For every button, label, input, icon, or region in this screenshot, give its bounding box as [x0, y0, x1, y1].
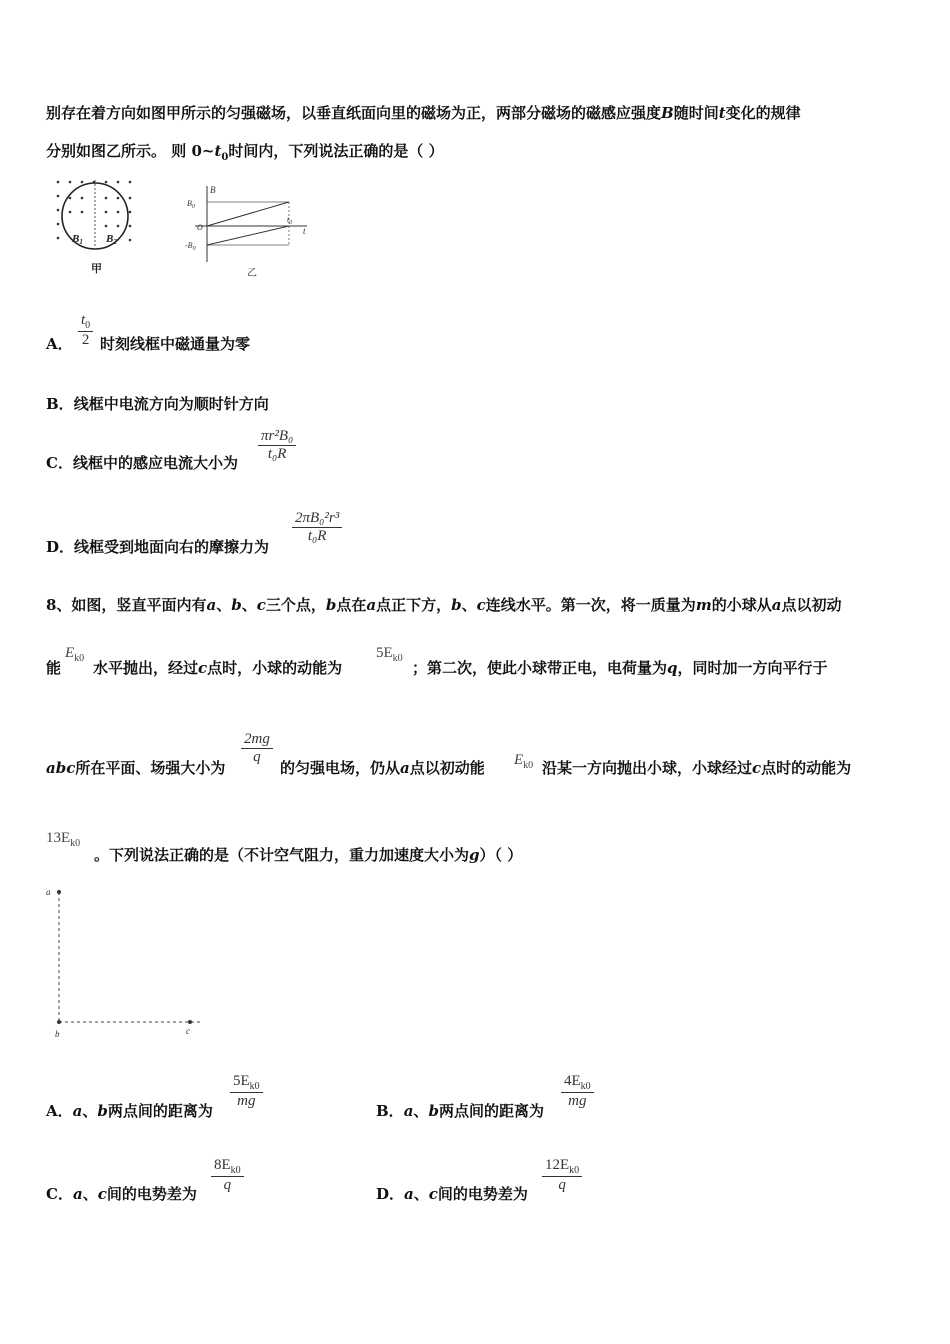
q8-line-2-c — [412, 657, 828, 678]
q8-option-d — [376, 1183, 528, 1204]
yi-b0-label: $B_0$ — [187, 199, 195, 210]
q8-line-3-b — [280, 757, 485, 778]
intro-text-1-end: 变化的规律 — [725, 104, 801, 122]
yi-caption: 乙 — [247, 268, 257, 279]
q7-a-letter: A． — [46, 335, 73, 353]
q8-l2-5ek0: $5E_{k0}$ — [376, 645, 403, 664]
q8-l4-13ek0: $13E_{k0}$ — [46, 830, 81, 849]
jia-b2-label: B2 — [106, 233, 117, 246]
label-a: a — [46, 887, 51, 897]
q8-l2-c2: 点时，小球的动能为 — [207, 659, 343, 677]
q8-l1-var-c: c — [256, 596, 266, 614]
jia-b1-label: B1 — [72, 233, 83, 246]
q7-d-text: 线框受到地面向右的摩擦力为 — [74, 538, 270, 556]
q8-l1-var-c2: c — [476, 596, 486, 614]
q8-option-c — [46, 1183, 197, 1204]
q8-l3-frac-num: 2mg — [244, 731, 270, 747]
yi-origin: O — [197, 223, 203, 232]
q8-l1-mid2: 点在 — [336, 596, 367, 614]
intro-text-2a: 分别如图乙所示。 则 0~ — [46, 142, 215, 160]
q8-c-p1: a — [72, 1185, 83, 1203]
figure-jia — [50, 176, 140, 276]
q8-a-p2: b — [97, 1102, 108, 1120]
q8-l4-a: 。下列说法正确的是（不计空气阻力，重力加速度大小为 — [94, 846, 470, 864]
q7-a-frac-num: t — [81, 312, 86, 328]
q8-l2-ek0: $E_{k0}$ — [65, 645, 85, 664]
q7-b-text: 线框中电流方向为顺时针方向 — [73, 395, 269, 413]
yi-neg-b0-label: $-B_0$ — [185, 241, 196, 252]
q8-d-p2: c — [428, 1185, 438, 1203]
q8-l3-ek0: $E_{k0}$ — [514, 752, 534, 771]
q8-option-b — [376, 1100, 544, 1121]
q8-l1-mid5: 的小球从 — [711, 596, 772, 614]
jia-caption: 甲 — [91, 263, 102, 275]
q7-option-b — [46, 393, 269, 414]
q8-a-sep: 、 — [82, 1102, 98, 1120]
yi-t0-label: $t_0$ — [287, 215, 293, 226]
q8-b-p2: b — [428, 1102, 439, 1120]
q8-line-1 — [46, 594, 841, 615]
q8-l1-var-m: m — [695, 596, 712, 614]
q7-d-frac-num: 2πB₀²r³ — [295, 510, 340, 526]
q7-option-a — [46, 333, 73, 354]
q7-c-text: 线框中的感应电流大小为 — [72, 454, 238, 472]
q8-b-p1: a — [403, 1102, 414, 1120]
q8-l1-start: 8、如图，竖直平面内有 — [46, 596, 207, 614]
q8-l2-var-c: c — [198, 659, 208, 677]
q8-l1-mid: 三个点， — [265, 596, 326, 614]
intro-text-1-mid: 随时间 — [673, 104, 719, 122]
q8-line-4 — [94, 844, 522, 865]
q8-l3-a: 所在平面、场强大小为 — [75, 759, 226, 777]
q8-l3-var-a2: a — [400, 759, 410, 777]
q8-a-text: 两点间的距离为 — [107, 1102, 213, 1120]
q8-l4-b: ）（ ） — [479, 846, 523, 864]
intro-var-b: B — [661, 104, 674, 122]
intro-var-t0-sub: 0 — [221, 152, 229, 163]
q8-l3-d: 沿某一方向抛出小球，小球经过 — [542, 759, 753, 777]
q8-l2-a: 能 — [46, 659, 62, 677]
q7-a-frac-num-sub: 0 — [85, 320, 91, 331]
q8-l3-abc: abc — [46, 759, 76, 777]
yi-axis-b: B — [210, 185, 216, 195]
q8-a-letter: A． — [46, 1102, 73, 1120]
q8-l3-var-c2: c — [752, 759, 762, 777]
point-b — [57, 1020, 61, 1024]
q8-l1-sep1: 、 — [216, 596, 232, 614]
q7-c-frac-num: πr²B₀ — [261, 428, 294, 444]
q7-b-letter: B． — [46, 395, 74, 413]
yi-axis-t: t — [303, 226, 306, 236]
q8-l1-var-b: b — [231, 596, 242, 614]
q8-line-2-a — [46, 657, 61, 678]
q8-b-letter: B． — [376, 1102, 404, 1120]
q7-a-fraction — [78, 312, 93, 349]
q8-l2-d: ；第二次，使此小球带正电，电荷量为 — [412, 659, 668, 677]
q8-l3-e: 点时的动能为 — [761, 759, 852, 777]
q8-l3-b: 的匀强电场，仍从 — [280, 759, 401, 777]
intro-line-1 — [46, 102, 801, 123]
q8-c-p2: c — [97, 1185, 107, 1203]
q8-b-sep: 、 — [413, 1102, 429, 1120]
intro-var-t: t — [718, 104, 726, 122]
q8-l3-c: 点以初动能 — [409, 759, 485, 777]
q8-a-fraction: $\frac{5E_{k0}}{mg}$ — [230, 1073, 263, 1110]
q8-l2-e: ，同时加一方向平行于 — [677, 659, 828, 677]
point-c — [188, 1020, 192, 1024]
q7-option-d — [46, 536, 269, 557]
q8-l1-end: 点以初动 — [781, 596, 842, 614]
q8-l1-sep2: 、 — [241, 596, 257, 614]
q8-c-sep: 、 — [82, 1185, 98, 1203]
q8-l4-var-g: g — [469, 846, 480, 864]
intro-var-t0: t — [214, 142, 222, 160]
q8-l3-frac-den: q — [253, 749, 261, 765]
q8-l1-mid3: 点正下方， — [376, 596, 452, 614]
q7-option-c — [46, 452, 238, 473]
q8-b-text: 两点间的距离为 — [438, 1102, 544, 1120]
q8-a-p1: a — [72, 1102, 83, 1120]
q8-d-fraction: $\frac{12E_{k0}}{q}$ — [542, 1157, 582, 1194]
intro-text-1: 别存在着方向如图甲所示的匀强磁场，以垂直纸面向里的磁场为正，两部分磁场的磁感应强度 — [46, 104, 662, 122]
q7-c-fraction — [258, 428, 296, 463]
point-a — [57, 890, 61, 894]
q8-option-a — [46, 1100, 213, 1121]
label-b: b — [55, 1029, 60, 1039]
q7-c-letter: C． — [46, 454, 73, 472]
intro-text-2b: 时间内，下列说法正确的是（ ） — [228, 142, 444, 160]
q8-l1-var-b2: b — [325, 596, 337, 614]
label-c: c — [186, 1026, 190, 1036]
q8-l2-var-q: q — [667, 659, 678, 677]
q8-l1-var-b3: b — [451, 596, 462, 614]
figure-yi — [185, 182, 315, 282]
q7-a-text: 时刻线框中磁通量为零 — [100, 335, 251, 353]
q8-d-letter: D． — [376, 1185, 405, 1203]
q8-line-3-a — [46, 757, 225, 778]
q8-d-sep: 、 — [413, 1185, 429, 1203]
q8-l1-sep3: 、 — [461, 596, 477, 614]
q8-d-p1: a — [404, 1185, 414, 1203]
q8-b-fraction: $\frac{4E_{k0}}{mg}$ — [561, 1073, 594, 1110]
q8-l1-mid4: 连线水平。第一次，将一质量为 — [485, 596, 696, 614]
q7-d-letter: D． — [46, 538, 75, 556]
q8-l2-b: 水平抛出，经过 — [93, 659, 199, 677]
q8-l3-fraction — [241, 731, 273, 766]
q8-l1-var-a3: a — [771, 596, 782, 614]
q7-d-frac-den: t₀R — [307, 528, 327, 544]
q8-c-letter: C． — [46, 1185, 73, 1203]
q8-d-text: 间的电势差为 — [437, 1185, 528, 1203]
q8-c-fraction: $\frac{8E_{k0}}{q}$ — [211, 1157, 244, 1194]
q8-c-text: 间的电势差为 — [106, 1185, 197, 1203]
q8-line-3-c — [542, 757, 851, 778]
q8-line-2-b — [93, 657, 342, 678]
intro-line-2 — [46, 140, 444, 163]
q8-figure — [40, 880, 220, 1045]
q7-c-frac-den: t₀R — [267, 446, 287, 462]
q7-a-frac-den: 2 — [81, 332, 90, 348]
q8-l1-var-a2: a — [366, 596, 377, 614]
q7-d-fraction — [292, 510, 342, 545]
q8-l1-var-a: a — [206, 596, 217, 614]
